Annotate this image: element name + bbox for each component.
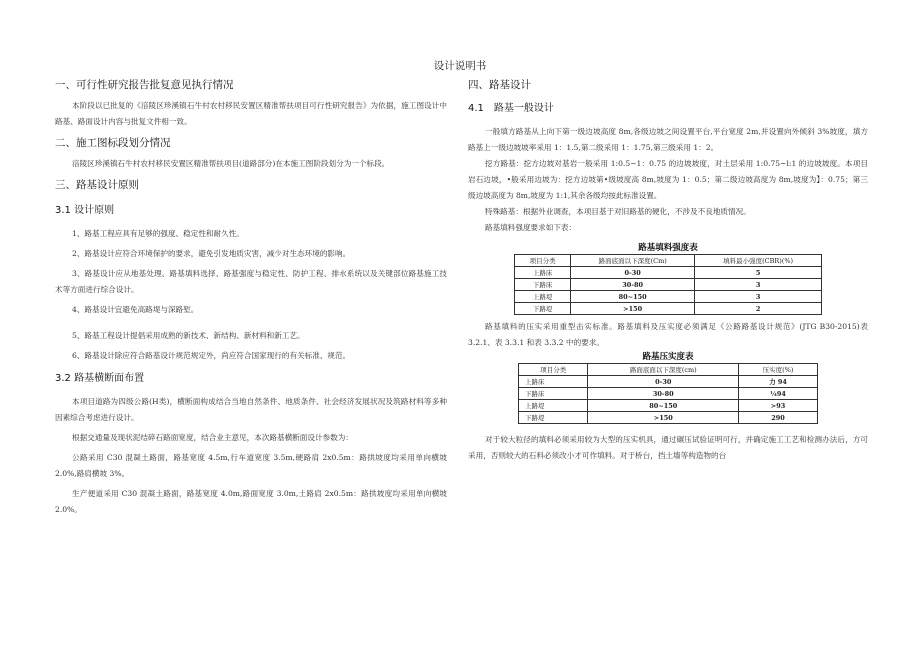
subsection-3-1-heading: 3.1 设计原则 [55, 205, 115, 216]
table-header-cell: 路面底面以下深度(cm) [588, 364, 739, 376]
table-row [515, 267, 822, 279]
cross-section-paragraph-3: 公路采用 C30 混凝土路面，路基宽度 4.5m,行车道宽度 3.5m,硬路肩 2x0.5m：路拱坡度均采用单向横坡 2.0%,路肩横坡 3%。 [55, 453, 447, 478]
table-cell: 3 [695, 291, 822, 303]
principle-item-5: 5、路基工程设计提倡采用成熟的新技术、新结构、新材料和新工艺。 [72, 331, 305, 340]
table-cell: 下路堤 [515, 303, 571, 315]
cross-section-paragraph-1: 本项目道路为四级公路(H类)，横断面构成结合当地自然条件、地质条件、社会经济发展状况及筑路材料等多种因素综合考虑进行设计。 [55, 397, 447, 422]
table-cell: 上路床 [519, 376, 588, 388]
compaction-table [518, 363, 818, 424]
table-cell: 290 [739, 412, 818, 424]
table-header-cell: 路面底面以下深度(Cm) [571, 255, 695, 267]
section-1-paragraph: 本阶段以已批复的《涪陵区珍溪镇石牛村农村移民安置区精准帮扶项目可行性研究报告》为依据，施工图设计中路基、路面设计内容与批复文件相一致。 [55, 101, 447, 126]
section-1-heading: 一、可行性研究报告批复意见执行情况 [55, 79, 234, 91]
table-cell: >150 [588, 412, 739, 424]
table-row [519, 412, 818, 424]
table-header-cell: 项目分类 [519, 364, 588, 376]
table-header-row [515, 255, 822, 267]
table-cell: >150 [571, 303, 695, 315]
table-cell: 2 [695, 303, 822, 315]
table-row [515, 303, 822, 315]
compaction-machinery-paragraph: 对于较大粒径的填料必须采用较为大型的压实机具，通过碾压试验证明可行，并确定施工工艺和检测办法后，方可采用，否则较大的石料必须改小才可作填料。对于桥台，挡土墙等构造物的台 [468, 435, 868, 460]
principle-item-1: 1、路基工程应具有足够的强度、稳定性和耐久性。 [72, 229, 244, 238]
subsection-4-1-heading: 4.1 路基一般设计 [468, 103, 554, 114]
table-cell: 0-30 [571, 267, 695, 279]
table-cell: 80~150 [588, 400, 739, 412]
fill-slope-paragraph: 一般填方路基从上向下第一级边坡高度 8m,各级边坡之间设置平台,平台宽度 2m,并设置向外倾斜 3%坡度，填方路基上一级边坡坡率采用 1：1.5,第二级采用 1：1.75,第三级采用 1：2。 [468, 127, 868, 152]
table-cell: 力 94 [739, 376, 818, 388]
table-cell: 上路床 [515, 267, 571, 279]
section-2-heading: 二、施工图标段划分情况 [55, 137, 171, 149]
table-2-caption: 路基压实度表 [642, 352, 694, 362]
table-header-cell: 填料最小强度(CBR)(%) [695, 255, 822, 267]
table-cell: 80~150 [571, 291, 695, 303]
section-2-paragraph: 涪陵区珍溪镇石牛村农村移民安置区精准帮扶项目(道路部分)在本施工图阶段划分为一个标段。 [72, 159, 390, 168]
principle-item-4: 4、路基设计宜避免高路堤与深路堑。 [72, 305, 199, 314]
fill-strength-intro: 路基填料强度要求如下表： [485, 223, 577, 232]
table-row [519, 376, 818, 388]
table-header-cell: 项目分类 [515, 255, 571, 267]
table-cell: 5 [695, 267, 822, 279]
cross-section-paragraph-4: 生产便道采用 C30 混凝土路面，路基宽度 4.0m,路面宽度 3.0m,土路肩 2x0.5m：路拱坡度均采用单向横坡 2.0%。 [55, 489, 447, 514]
table-row [519, 400, 818, 412]
compaction-standard-paragraph: 路基填料的压实采用重型击实标准。路基填料及压实度必须满足《公路路基设计规范》(JTG B30-2015)表 3.2.1、表 3.3.1 和表 3.3.2 中的要求。 [468, 322, 868, 347]
table-row [515, 279, 822, 291]
subsection-3-2-heading: 3.2 路基横断面布置 [55, 373, 145, 384]
table-cell: 0-30 [588, 376, 739, 388]
document-title: 设计说明书 [433, 60, 487, 72]
table-row [519, 388, 818, 400]
table-cell: 下路堤 [519, 412, 588, 424]
section-3-heading: 三、路基设计原则 [55, 179, 139, 191]
table-header-row [519, 364, 818, 376]
table-cell: >93 [739, 400, 818, 412]
table-cell: 上路堤 [519, 400, 588, 412]
table-cell: 下路床 [515, 279, 571, 291]
special-subgrade-paragraph: 特殊路基：根据外业调查，本项目基于对旧路基的硬化，不涉及不良地质情况。 [485, 207, 751, 216]
fill-strength-table [514, 254, 822, 315]
table-cell: 下路床 [519, 388, 588, 400]
table-cell: 30-80 [588, 388, 739, 400]
principle-item-3: 3、路基设计应从地基处理、路基填料选择、路基强度与稳定性、防护工程、排水系统以及关键部位路基施工技术等方面进行综合设计。 [55, 269, 447, 294]
right-column [468, 78, 868, 464]
cross-section-paragraph-2: 根据交通量及现状泥结碎石路面宽度，结合业主意见，本次路基横断面设计参数为： [72, 433, 353, 442]
table-header-cell: 压实度(%) [739, 364, 818, 376]
principle-item-6: 6、路基设计除应符合路基设计规范规定外，尚应符合国家现行的有关标准、规范。 [72, 351, 351, 360]
principle-item-2: 2、路基设计应符合环境保护的要求，避免引发地质灾害，减少对生态环境的影响。 [72, 249, 351, 258]
left-column [55, 78, 447, 518]
cut-slope-paragraph: 挖方路基：挖方边坡对基岩一般采用 1:0.5~1：0.75 的边坡坡度，对土层采用 1:0.75~l:1 的边坡坡度。本项目岩石边坡，•般采用边坡为：挖方边坡第•级坡度高 8m,坡度为 1：0.5；第二级边坡高度为 8m,坡度为】：0.75；第三级边坡高度为 8m,坡度为 1:1,其余各级均按此标准设置。 [468, 159, 868, 200]
table-cell: 30-80 [571, 279, 695, 291]
table-cell: 3 [695, 279, 822, 291]
table-1-caption: 路基填料强度表 [638, 243, 698, 253]
table-cell: 上路堤 [515, 291, 571, 303]
table-cell: ¼94 [739, 388, 818, 400]
table-row [515, 291, 822, 303]
section-4-heading: 四、路基设计 [468, 79, 531, 91]
